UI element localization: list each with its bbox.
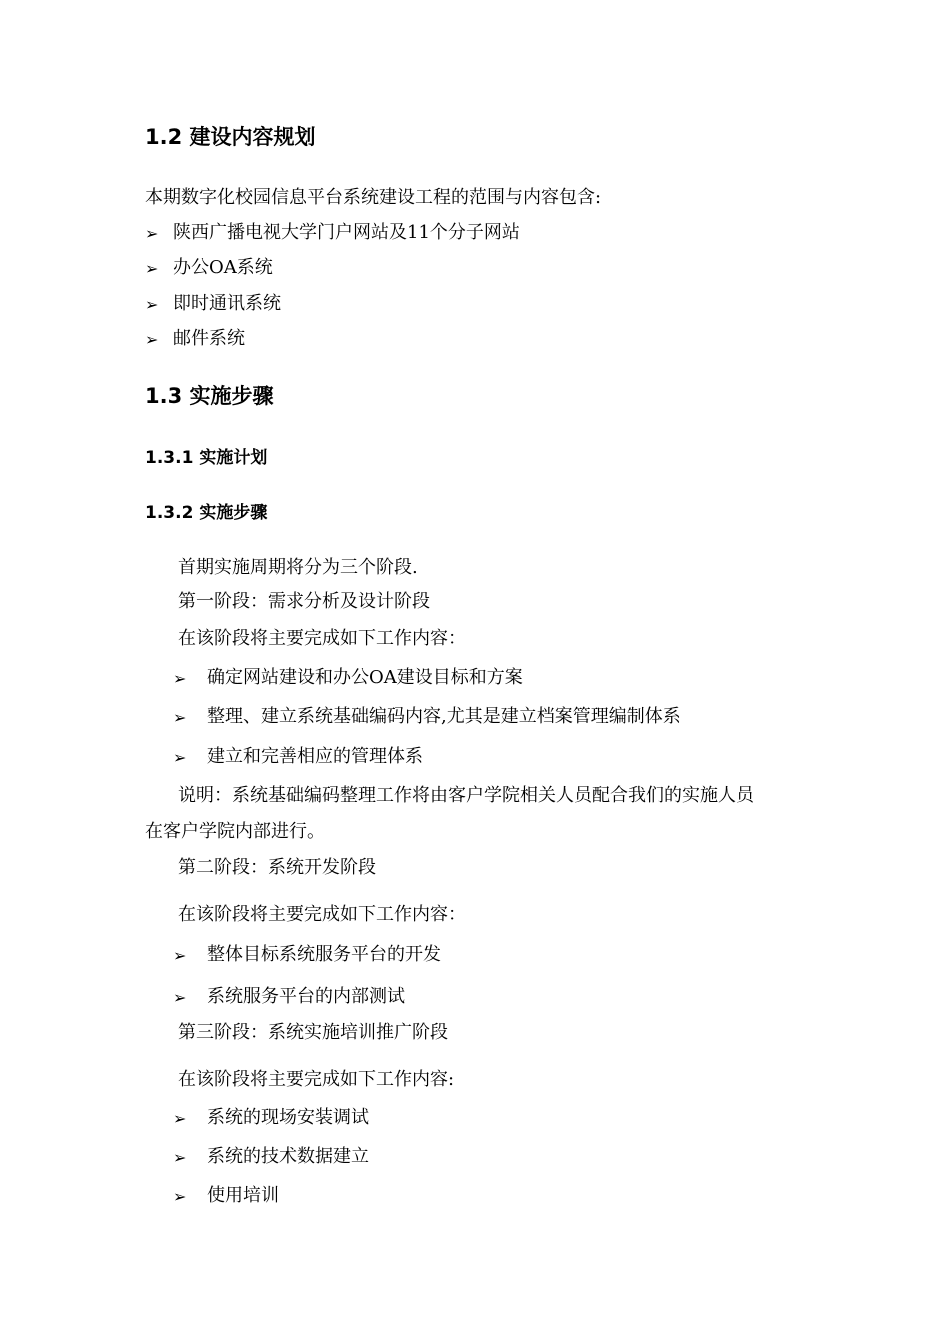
scope-item: 陕西广播电视大学门户网站及11个分子网站 (173, 222, 520, 243)
scope-item: 邮件系统 (173, 328, 245, 349)
phase-2-lead: 在该阶段将主要完成如下工作内容： (178, 904, 466, 925)
phase-3-title: 第三阶段：系统实施培训推广阶段 (178, 1022, 448, 1043)
phase-1-note-line-1: 说明：系统基础编码整理工作将由客户学院相关人员配合我们的实施人员 (178, 785, 754, 806)
section-1-3-heading: 1.3 实施步骤 (145, 384, 274, 408)
bullet-arrow-icon: ➢ (145, 259, 159, 278)
phase-3-item: 系统的技术数据建立 (207, 1146, 369, 1167)
bullet-arrow-icon: ➢ (145, 330, 159, 349)
scope-item: 办公OA系统 (173, 257, 273, 278)
phase-3-item: 系统的现场安装调试 (207, 1107, 369, 1128)
phase-1-item: 整理、建立系统基础编码内容,尤其是建立档案管理编制体系 (207, 706, 681, 727)
phase-2-title: 第二阶段：系统开发阶段 (178, 857, 376, 878)
bullet-arrow-icon: ➢ (145, 295, 159, 314)
section-1-3-2-heading: 1.3.2 实施步骤 (145, 503, 268, 523)
phase-1-title: 第一阶段：需求分析及设计阶段 (178, 591, 430, 612)
section-1-3-1-heading: 1.3.1 实施计划 (145, 448, 268, 468)
phase-1-note-line-2: 在客户学院内部进行。 (145, 821, 325, 842)
bullet-arrow-icon: ➢ (173, 669, 187, 688)
bullet-arrow-icon: ➢ (173, 988, 187, 1007)
phases-intro: 首期实施周期将分为三个阶段. (178, 557, 418, 578)
bullet-arrow-icon: ➢ (173, 1187, 187, 1206)
phase-2-item: 系统服务平台的内部测试 (207, 986, 405, 1007)
phase-2-item: 整体目标系统服务平台的开发 (207, 944, 441, 965)
phase-1-lead: 在该阶段将主要完成如下工作内容： (178, 628, 466, 649)
bullet-arrow-icon: ➢ (145, 224, 159, 243)
bullet-arrow-icon: ➢ (173, 946, 187, 965)
section-1-2-heading: 1.2 建设内容规划 (145, 125, 316, 149)
bullet-arrow-icon: ➢ (173, 708, 187, 727)
phase-1-item: 确定网站建设和办公OA建设目标和方案 (207, 667, 523, 688)
bullet-arrow-icon: ➢ (173, 1109, 187, 1128)
section-1-2-intro: 本期数字化校园信息平台系统建设工程的范围与内容包含: (145, 187, 602, 208)
phase-3-lead: 在该阶段将主要完成如下工作内容: (178, 1069, 455, 1090)
bullet-arrow-icon: ➢ (173, 748, 187, 767)
scope-item: 即时通讯系统 (173, 293, 281, 314)
phase-3-item: 使用培训 (207, 1185, 279, 1206)
phase-1-item: 建立和完善相应的管理体系 (207, 746, 423, 767)
bullet-arrow-icon: ➢ (173, 1148, 187, 1167)
